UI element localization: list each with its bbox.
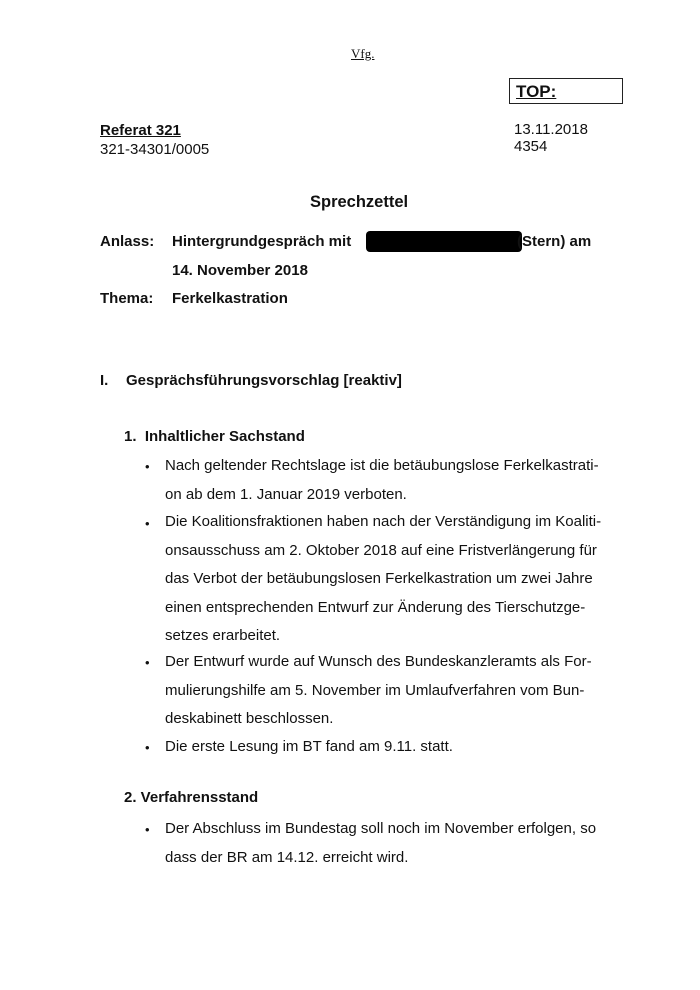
list-item-line: setzes erarbeitet. [165, 627, 281, 644]
top-label: TOP: [516, 82, 557, 101]
redaction-bar [366, 231, 522, 252]
list-item [165, 508, 645, 651]
bullet-icon: • [145, 459, 150, 474]
list-item-line: Die Koalitionsfraktionen haben nach der Verständigung im Koaliti- [165, 513, 602, 530]
thema-text: Ferkelkastration [172, 290, 288, 307]
list-item [165, 648, 645, 734]
bullet-icon: • [145, 740, 150, 755]
list-item [165, 733, 645, 762]
list-item-line: Der Abschluss im Bundestag soll noch im November erfolgen, so [165, 820, 597, 837]
list-item [165, 452, 645, 509]
bullet-icon: • [145, 822, 150, 837]
anlass-date: 14. November 2018 [172, 262, 308, 279]
list-item-line: Nach geltender Rechtslage ist die betäubungslose Ferkelkastrati- [165, 457, 599, 474]
list-item-line: einen entsprechenden Entwurf zur Änderung des Tierschutzge- [165, 598, 586, 616]
subsection-title: 2. Verfahrensstand [124, 789, 259, 806]
list-item-line: das Verbot der betäubungslosen Ferkelkastration um zwei Jahre [165, 570, 593, 587]
vfg-mark: Vfg. [351, 46, 375, 61]
anlass-text-after: (Stern) am [517, 233, 592, 250]
list-item-line: Die erste Lesung im BT fand am 9.11. statt. [165, 738, 453, 755]
list-item-line: mulierungshilfe am 5. November im Umlaufverfahren vom Bun- [165, 681, 585, 699]
list-item-line: dass der BR am 14.12. erreicht wird. [165, 848, 409, 866]
list-item-line: Der Entwurf wurde auf Wunsch des Bundeskanzleramts als For- [165, 653, 592, 670]
list-item [165, 815, 645, 872]
document-title: Sprechzettel [310, 193, 409, 211]
aktenzeichen: 321-34301/0005 [100, 141, 210, 158]
document-number: 4354 [514, 138, 548, 155]
list-item-line: onsausschuss am 2. Oktober 2018 auf eine Fristverlängerung für [165, 541, 597, 559]
anlass-text: Hintergrundgespräch mit [172, 233, 352, 250]
bullet-icon: • [145, 516, 150, 531]
anlass-label: Anlass: [100, 233, 155, 250]
section-title: Gesprächsführungsvorschlag [reaktiv] [126, 372, 402, 389]
section-number: I. [100, 372, 109, 389]
referat-label: Referat 321 [100, 122, 181, 139]
bullet-icon: • [145, 655, 150, 670]
list-item-line: on ab dem 1. Januar 2019 verboten. [165, 485, 407, 503]
document-date: 13.11.2018 [514, 121, 588, 138]
thema-label: Thema: [100, 290, 154, 307]
subsection-title: 1. Inhaltlicher Sachstand [124, 428, 305, 445]
list-item-line: deskabinett beschlossen. [165, 710, 334, 727]
